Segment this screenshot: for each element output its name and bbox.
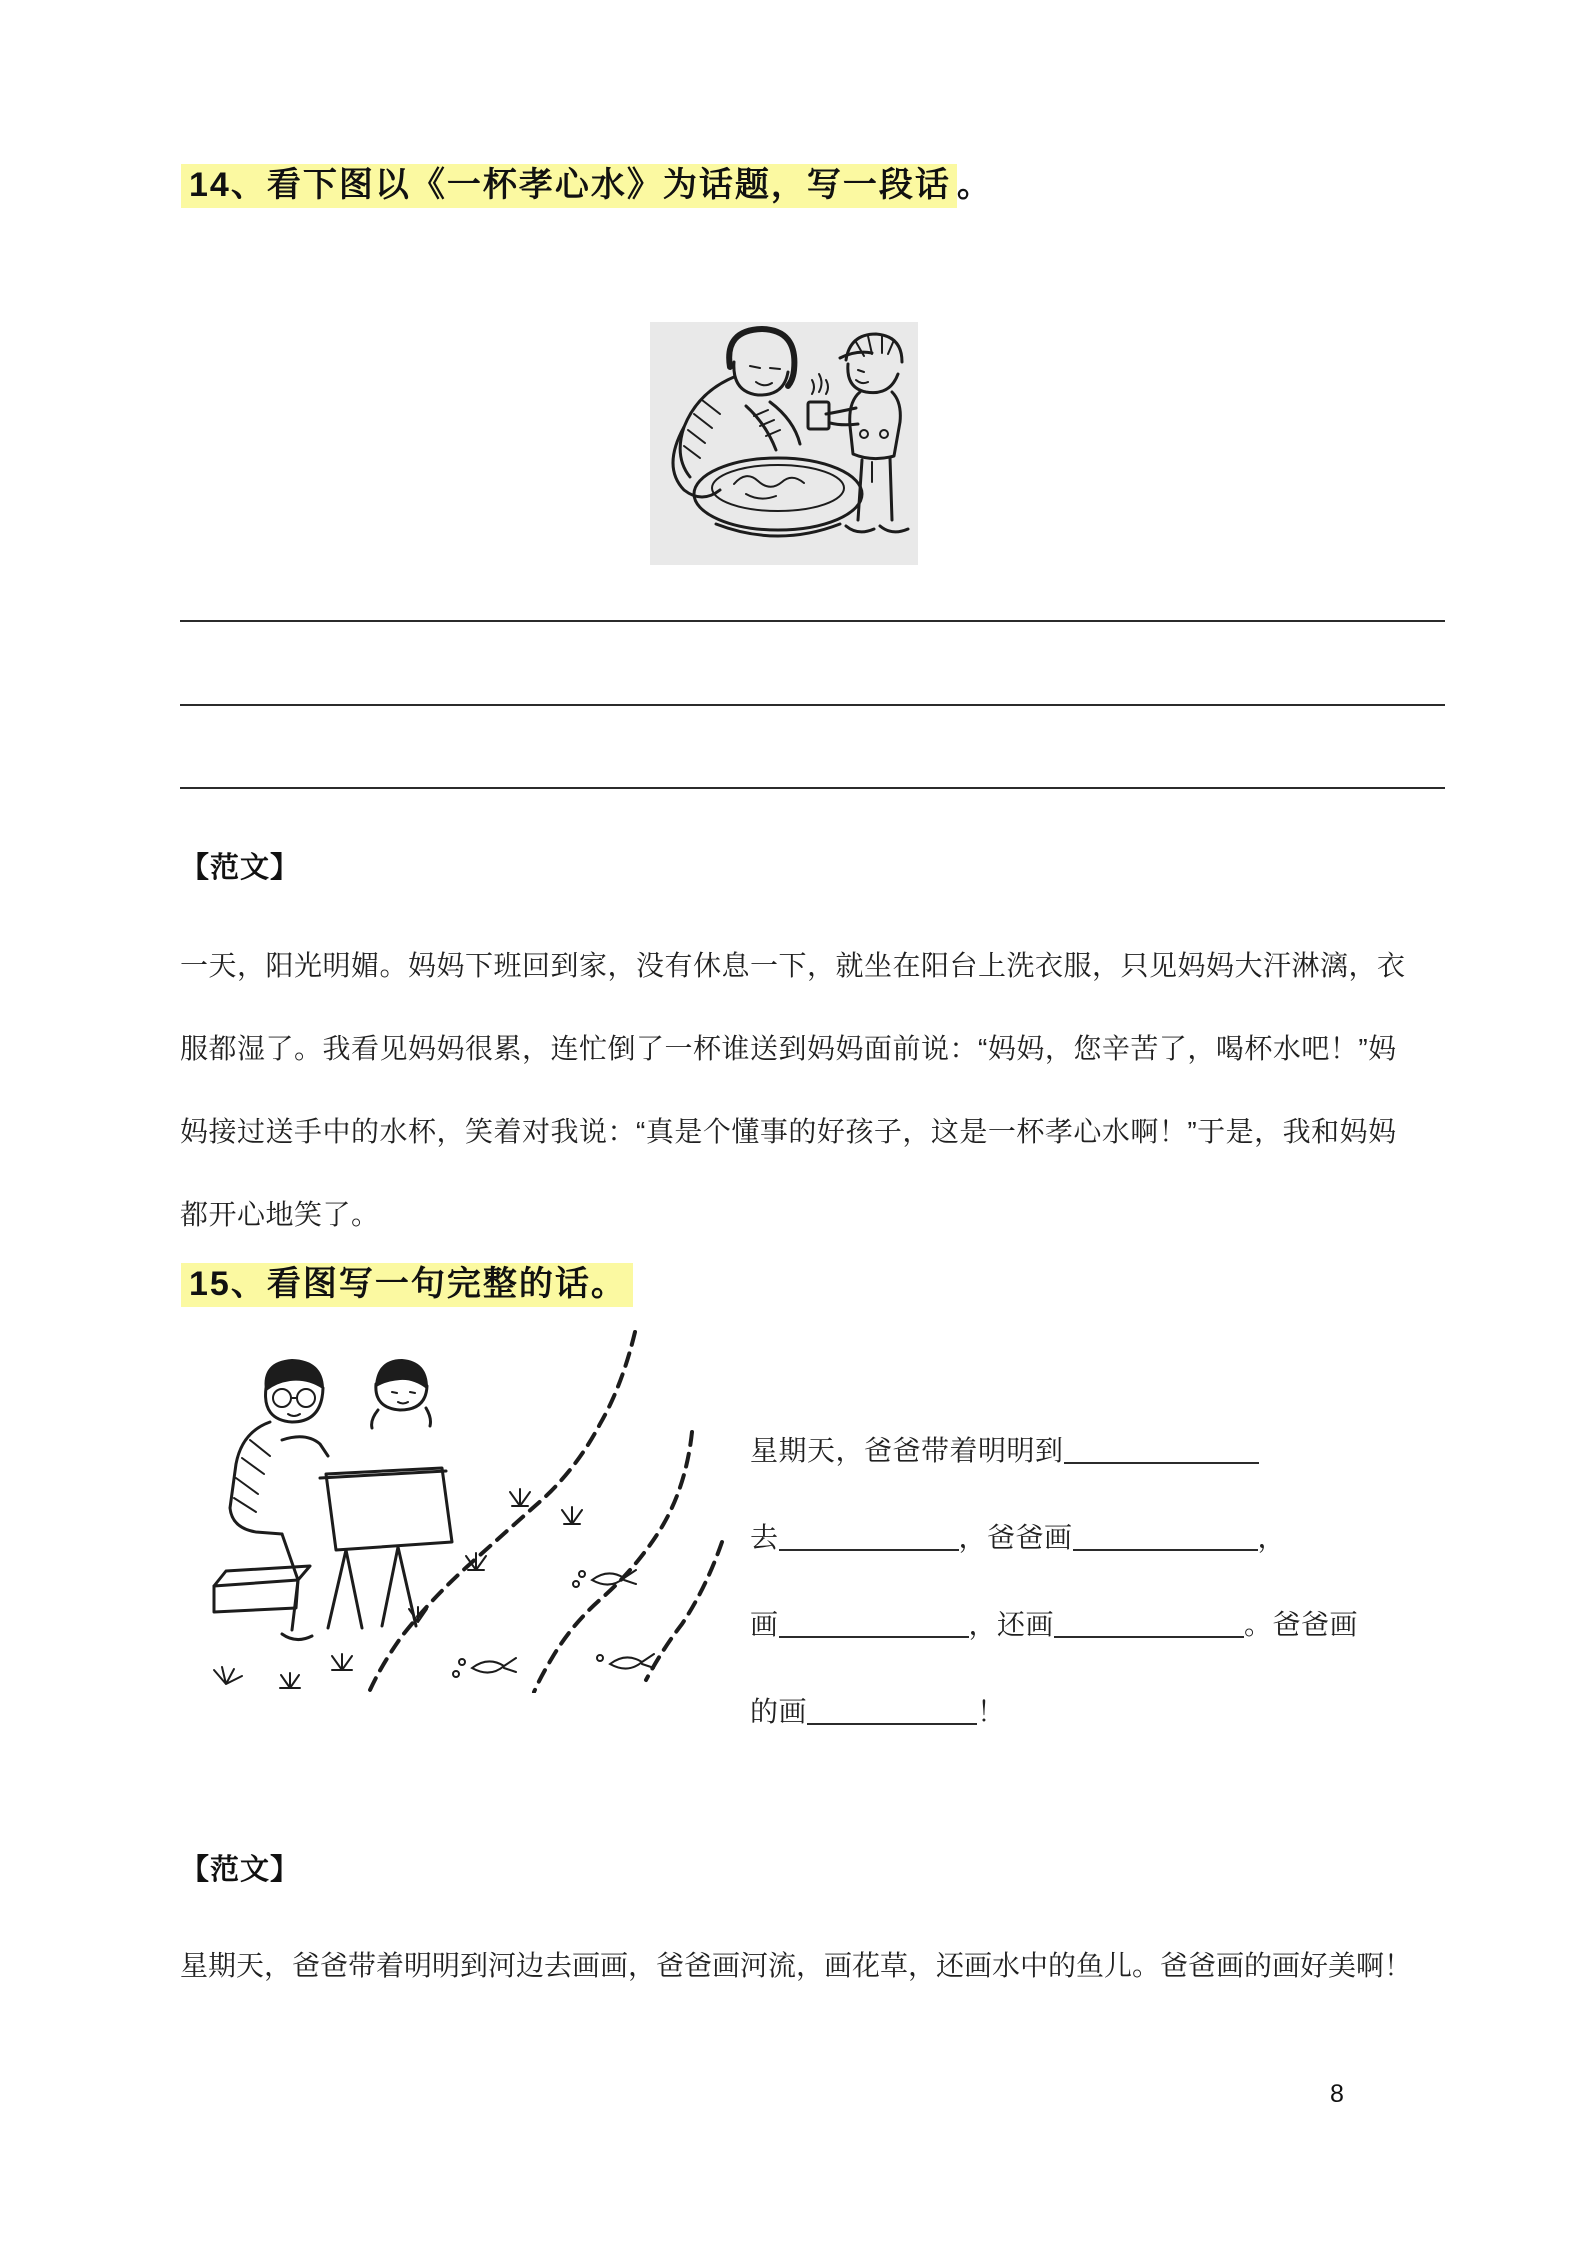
fill-text: 的画 [750, 1696, 808, 1727]
question-14-title-period: 。 [956, 166, 993, 204]
fill-text: ， [1257, 1522, 1287, 1553]
fill-text: 。爸爸画 [1244, 1609, 1359, 1640]
fill-text: 画 [750, 1609, 779, 1640]
mother-face [734, 362, 788, 395]
question-15-title-highlight: 15、看图写一句完整的话。 [181, 1263, 633, 1307]
child-face [848, 364, 898, 393]
mother-sleeve-stripes [684, 400, 720, 458]
essay-1-line-4: 都开心地笑了。 [180, 1199, 380, 1230]
page-number: 8 [1330, 2080, 1344, 2108]
fill-blank-1 [1064, 1432, 1259, 1464]
essay-2-line: 星期天，爸爸带着明明到河边去画画，爸爸画河流，画花草，还画水中的鱼儿。爸爸画的画好美啊！ [180, 1950, 1413, 1981]
washing-scene-illustration [650, 322, 918, 565]
answer-line-2 [180, 704, 1445, 706]
clothes-in-basin [734, 476, 804, 498]
child-shoes [846, 526, 908, 532]
fanwen-label-2: 【范文】 [180, 1854, 301, 1886]
washing-scene-drawing [650, 322, 918, 565]
mother-arm-right [770, 402, 800, 444]
mother-back [680, 377, 734, 477]
question-14-title [181, 160, 993, 210]
child-button-2 [880, 430, 888, 438]
child-arm-lower [830, 423, 858, 425]
child-face-features [856, 370, 868, 383]
essay-1-line-2: 服都湿了。我看见妈妈很累，连忙倒了一杯谁送到妈妈面前说：“妈妈，您辛苦了，喝杯水吧！”妈 [180, 1033, 1397, 1064]
water-cup [808, 402, 829, 429]
question-15-title [181, 1259, 633, 1309]
fill-text: 去 [750, 1522, 779, 1553]
child-legs [858, 458, 892, 520]
fill-blank-2 [779, 1519, 959, 1551]
painting-scene-drawing [130, 1328, 725, 1693]
fanwen-label-1: 【范文】 [180, 852, 301, 884]
answer-line-1 [180, 620, 1445, 622]
fill-blank-6 [807, 1693, 977, 1725]
fill-sentence-line-2 [750, 1519, 1286, 1552]
child-button-1 [860, 430, 868, 438]
steam-lines [812, 374, 828, 394]
essay-1-line-3: 妈接过送手中的水杯，笑着对我说：“真是个懂事的好孩子，这是一杯孝心水啊！”于是，我和妈妈 [180, 1116, 1397, 1147]
child-cap-brim [840, 352, 872, 358]
fill-blank-5 [1054, 1606, 1244, 1638]
wash-basin-rim [694, 458, 862, 530]
question-14-title-highlight: 14、看下图以《一杯孝心水》为话题，写一段话 [181, 164, 957, 208]
fill-sentence-line-3 [750, 1606, 1358, 1639]
fill-blank-3 [1073, 1519, 1258, 1551]
child-cap [846, 334, 902, 362]
answer-line-3 [180, 787, 1445, 789]
fill-sentence-line-4 [750, 1693, 1006, 1726]
essay-1-line-1: 一天，阳光明媚。妈妈下班回到家，没有休息一下，就坐在阳台上洗衣服，只见妈妈大汗淋漓，衣 [180, 950, 1406, 981]
fill-text: ，爸爸画 [958, 1522, 1073, 1553]
fill-blank-4 [779, 1606, 969, 1638]
mother-face-features [750, 366, 780, 385]
mother-hair [729, 329, 794, 386]
painting-scene-illustration [130, 1328, 725, 1693]
wash-basin-inner [712, 465, 844, 511]
fill-text: ！ [977, 1696, 1006, 1727]
fill-text: ，还画 [968, 1609, 1055, 1640]
fill-text: 星期天，爸爸带着明明到 [750, 1435, 1064, 1466]
fill-sentence-line-1 [750, 1432, 1259, 1465]
